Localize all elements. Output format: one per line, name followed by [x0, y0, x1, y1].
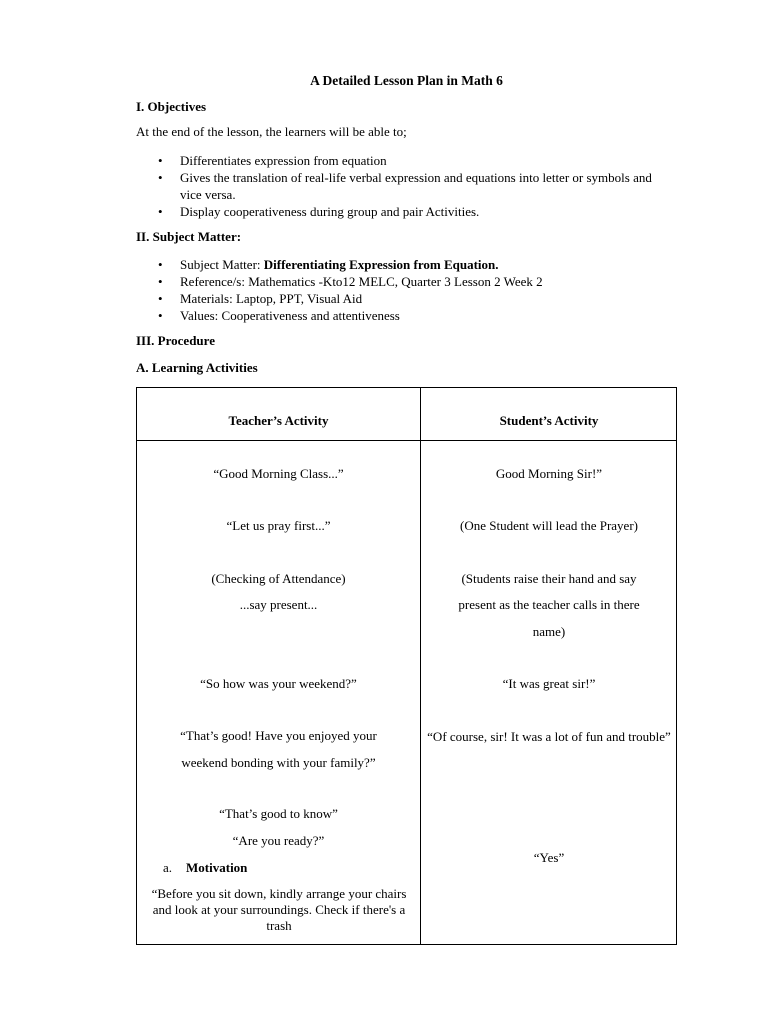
objectives-list [158, 152, 658, 220]
student-line: Good Morning Sir!” [495, 466, 603, 481]
objective-item: • Gives the translation of real-life verbal expression and equations into letter or symbols and vice versa. [158, 169, 658, 203]
subject-matter-list [158, 256, 658, 324]
motivation-marker: a. [163, 860, 173, 875]
teacher-line: “That’s good to know” [219, 806, 338, 821]
motivation-label: Motivation [186, 860, 248, 875]
student-activity-header: Student’s Activity [499, 413, 599, 428]
activities-table [136, 387, 677, 945]
document-title: A Detailed Lesson Plan in Math 6 [310, 73, 503, 88]
subject-topic-label: Subject Matter: [180, 257, 264, 272]
objective-item: • Display cooperativeness during group and pair Activities. [158, 203, 658, 220]
procedure-heading: III. Procedure [136, 333, 215, 348]
subject-topic-item [158, 256, 658, 273]
student-line: (One Student will lead the Prayer) [460, 518, 638, 533]
objective-item: • Differentiates expression from equation [158, 152, 658, 169]
student-line: “Yes” [533, 850, 565, 865]
learning-activities-heading: A. Learning Activities [136, 360, 258, 375]
teacher-line: “That’s good! Have you enjoyed your [180, 728, 377, 743]
materials-item: • Materials: Laptop, PPT, Visual Aid [158, 290, 658, 307]
teacher-line: weekend bonding with your family?” [181, 755, 376, 770]
student-line: “It was great sir!” [502, 676, 596, 691]
table-header-divider [137, 440, 676, 441]
teacher-line: “Before you sit down, kindly arrange your chairs and look at your surroundings. Check if there's a trash [151, 886, 407, 933]
subject-topic-value: Differentiating Expression from Equation. [263, 257, 499, 272]
motivation-subheading [163, 860, 247, 876]
objectives-intro: At the end of the lesson, the learners will be able to; [136, 124, 407, 139]
teacher-line: (Checking of Attendance) [211, 571, 346, 586]
values-item: • Values: Cooperativeness and attentiveness [158, 307, 658, 324]
student-line: “Of course, sir! It was a lot of fun and trouble” [427, 729, 671, 744]
teacher-activity-header: Teacher’s Activity [228, 413, 329, 428]
teacher-line: “Let us pray first...” [226, 518, 331, 533]
objectives-heading: I. Objectives [136, 99, 207, 114]
teacher-line: “Good Morning Class...” [213, 466, 344, 481]
student-line: name) [532, 624, 566, 639]
subject-matter-heading: II. Subject Matter: [136, 229, 242, 244]
teacher-line: ...say present... [239, 597, 318, 612]
student-line: (Students raise their hand and say [461, 571, 637, 586]
student-line: present as the teacher calls in there [458, 597, 640, 612]
teacher-line: “Are you ready?” [232, 833, 325, 848]
reference-item: • Reference/s: Mathematics -Kto12 MELC, Quarter 3 Lesson 2 Week 2 [158, 273, 658, 290]
teacher-line: “So how was your weekend?” [200, 676, 357, 691]
